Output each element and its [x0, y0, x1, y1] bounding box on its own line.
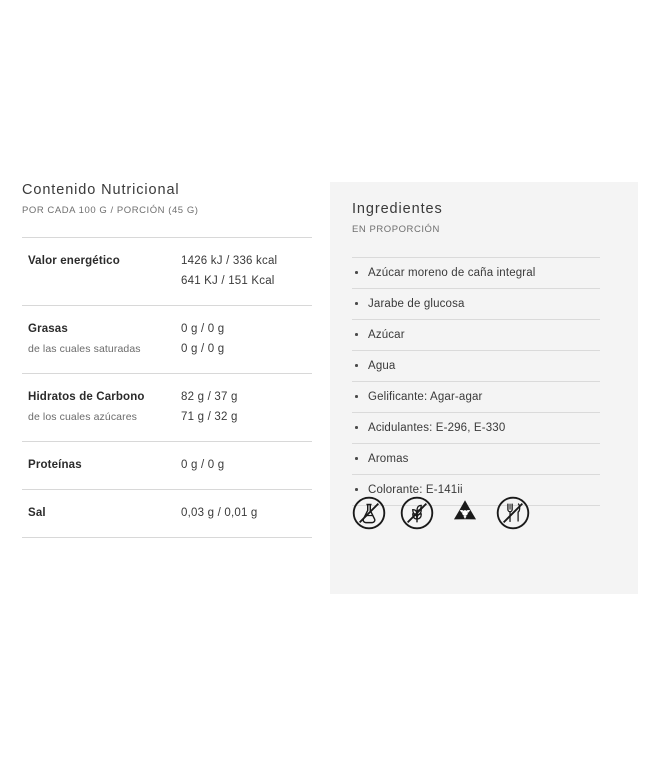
ingredients-title: Ingredientes: [352, 201, 443, 217]
nutrition-row-value: 82 g / 37 g: [181, 391, 238, 403]
nutrition-row-values: [180, 253, 309, 290]
nutrition-title: Contenido Nutricional: [22, 182, 180, 198]
list-item: Azúcar moreno de caña integral: [352, 258, 600, 289]
list-item: Colorante: E-141ii: [352, 475, 600, 506]
nutrition-row-values: [180, 389, 309, 426]
nutrition-row-labels: [28, 389, 180, 426]
nutrition-row-values: [180, 321, 309, 358]
nutrition-row-value: 0 g / 0 g: [181, 459, 225, 471]
table-row: [22, 490, 312, 538]
nutrition-row-label: Valor energético: [28, 255, 120, 267]
nutrition-row-sublabel: de las cuales saturadas: [28, 343, 141, 355]
ingredients-panel: [330, 182, 638, 594]
ingredients-list: [352, 257, 600, 506]
table-row: [22, 374, 312, 442]
certification-icon-row: [352, 496, 530, 530]
list-item: Azúcar: [352, 320, 600, 351]
nutrition-panel: [22, 182, 312, 538]
table-row: [22, 442, 312, 490]
nutrition-row-labels: [28, 253, 180, 270]
no-additives-icon: [352, 496, 386, 530]
nutrition-row-labels: [28, 457, 180, 474]
nutrition-row-subvalue: 641 KJ / 151 Kcal: [181, 275, 275, 287]
list-item: Agua: [352, 351, 600, 382]
ingredients-subtitle: EN PROPORCIÓN: [352, 224, 440, 235]
nutrition-row-labels: [28, 505, 180, 522]
table-row: [22, 238, 312, 306]
nutrition-table: [22, 237, 312, 538]
recycle-icon: [448, 496, 482, 530]
list-item: Acidulantes: E-296, E-330: [352, 413, 600, 444]
nutrition-row-values: [180, 457, 309, 474]
list-item: Jarabe de glucosa: [352, 289, 600, 320]
no-gluten-icon: [400, 496, 434, 530]
nutrition-row-labels: [28, 321, 180, 358]
table-row: [22, 306, 312, 374]
nutrition-row-subvalue: 0 g / 0 g: [181, 343, 225, 355]
nutrition-row-label: Proteínas: [28, 459, 82, 471]
no-animal-products-icon: [496, 496, 530, 530]
nutrition-row-label: Sal: [28, 507, 46, 519]
nutrition-row-subvalue: 71 g / 32 g: [181, 411, 238, 423]
nutrition-row-label: Hidratos de Carbono: [28, 391, 145, 403]
nutrition-row-value: 0,03 g / 0,01 g: [181, 507, 258, 519]
nutrition-row-value: 1426 kJ / 336 kcal: [181, 255, 278, 267]
list-item: Aromas: [352, 444, 600, 475]
nutrition-row-value: 0 g / 0 g: [181, 323, 225, 335]
nutrition-subtitle: POR CADA 100 G / PORCIÓN (45 G): [22, 205, 199, 216]
nutrition-row-sublabel: de los cuales azúcares: [28, 411, 138, 423]
nutrition-row-label: Grasas: [28, 323, 68, 335]
list-item: Gelificante: Agar-agar: [352, 382, 600, 413]
nutrition-row-values: [180, 505, 309, 522]
